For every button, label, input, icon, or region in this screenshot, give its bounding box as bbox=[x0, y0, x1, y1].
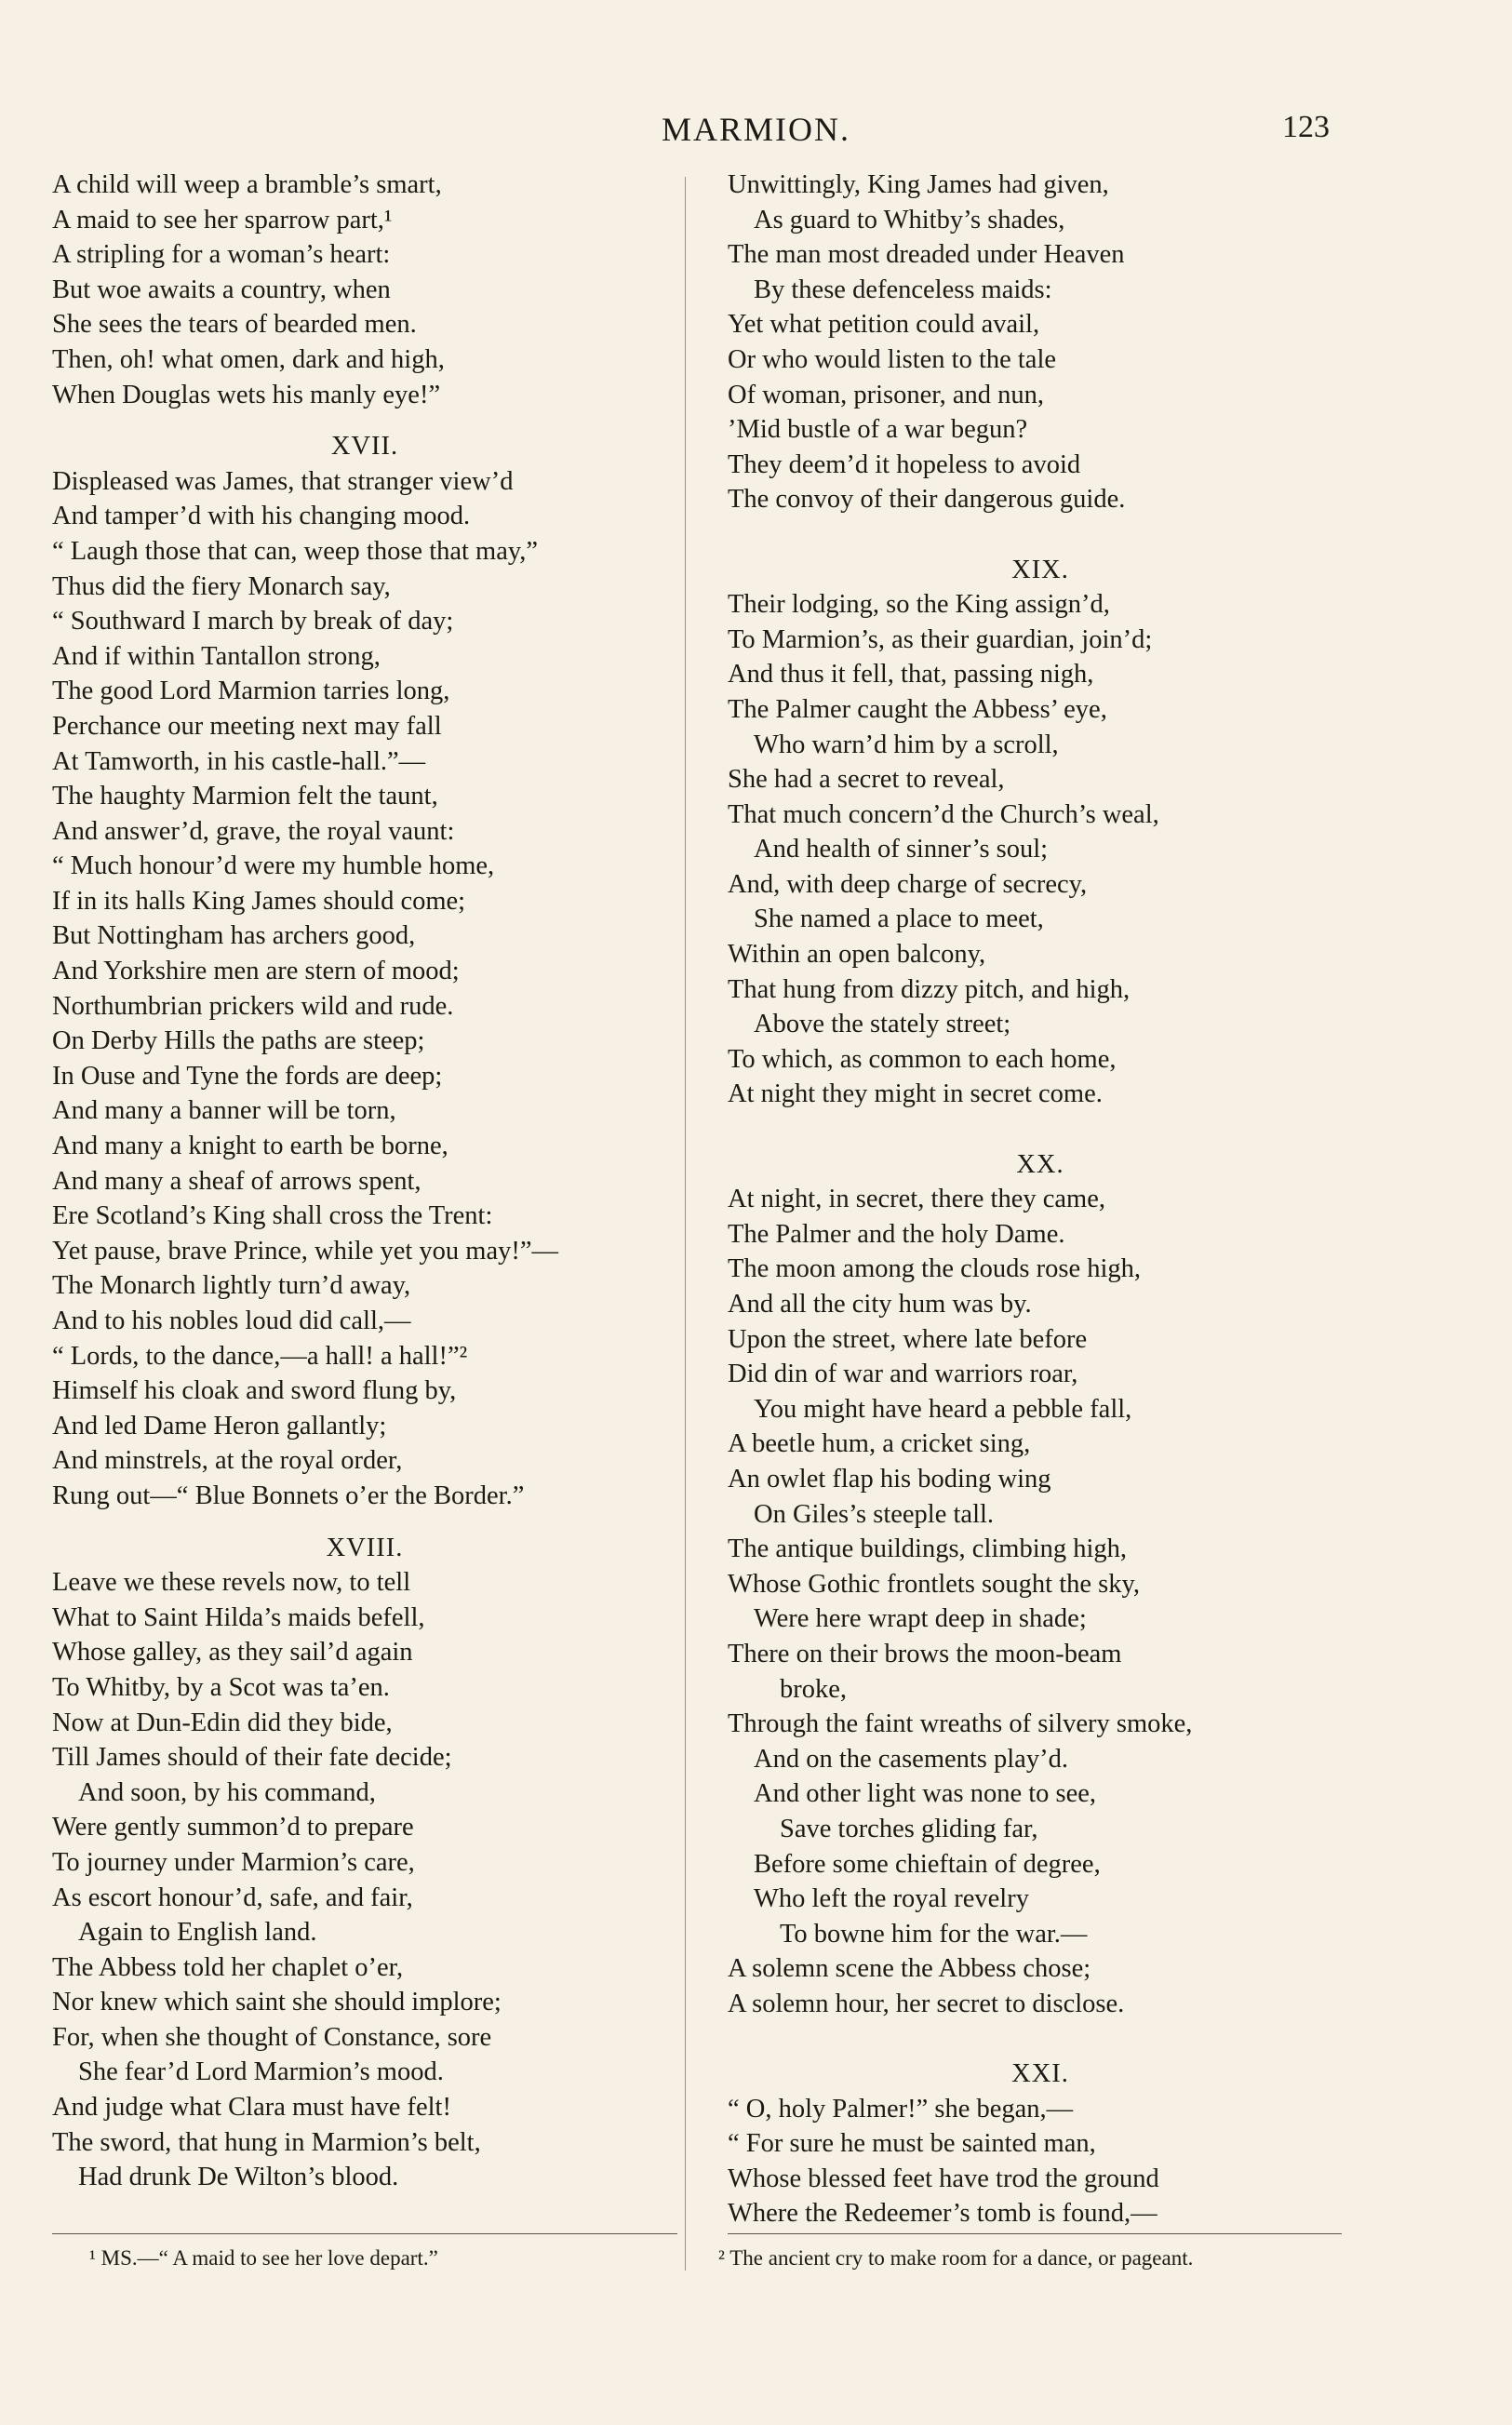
verse-line: If in its halls King James should come; bbox=[52, 886, 466, 916]
verse-line: Were here wrapt deep in shade; bbox=[754, 1604, 1087, 1634]
stanza-gap bbox=[52, 412, 677, 429]
verse-line: A solemn scene the Abbess chose; bbox=[728, 1954, 1091, 1984]
verse-line: And tamper’d with his changing mood. bbox=[52, 502, 471, 531]
stanza-gap bbox=[728, 1112, 1353, 1147]
verse-line: Upon the street, where late before bbox=[728, 1324, 1088, 1354]
verse-line: At Tamworth, in his castle-hall.”— bbox=[52, 746, 426, 776]
verse-line: Thus did the fiery Monarch say, bbox=[52, 571, 391, 601]
verse-line: And answer’d, grave, the royal vaunt: bbox=[52, 816, 455, 846]
verse-line: Who warn’d him by a scroll, bbox=[754, 730, 1059, 759]
footnote-rule-left bbox=[52, 2233, 677, 2234]
verse-line: The man most dreaded under Heaven bbox=[728, 240, 1125, 270]
verse-line: Himself his cloak and sword flung by, bbox=[52, 1376, 457, 1406]
verse-line: Where the Redeemer’s tomb is found,— bbox=[728, 2199, 1157, 2229]
verse-line: And soon, by his command, bbox=[78, 1777, 376, 1807]
verse-line: A maid to see her sparrow part,¹ bbox=[52, 205, 393, 234]
verse-line: But woe awaits a country, when bbox=[52, 275, 391, 304]
verse-line: And on the casements play’d. bbox=[754, 1744, 1068, 1774]
verse-line: Who left the royal revelry bbox=[754, 1884, 1029, 1914]
verse-line: And judge what Clara must have felt! bbox=[52, 2093, 451, 2123]
running-head-title: MARMION. bbox=[661, 111, 850, 148]
verse-line: At night they might in secret come. bbox=[728, 1079, 1103, 1109]
page-number: 123 bbox=[1282, 110, 1330, 144]
verse-line: The Monarch lightly turn’d away, bbox=[52, 1271, 411, 1301]
verse-line: On Giles’s steeple tall. bbox=[754, 1499, 995, 1529]
verse-line: The moon among the clouds rose high, bbox=[728, 1254, 1142, 1284]
verse-line: The antique buildings, climbing high, bbox=[728, 1534, 1128, 1564]
verse-line: A child will weep a bramble’s smart, bbox=[52, 170, 442, 199]
footnote-rule-right bbox=[728, 2233, 1342, 2234]
verse-line: She fear’d Lord Marmion’s mood. bbox=[78, 2057, 444, 2087]
verse-line: Whose galley, as they sail’d again bbox=[52, 1638, 413, 1668]
verse-line: Rung out—“ Blue Bonnets o’er the Border.” bbox=[52, 1480, 525, 1510]
verse-line: And to his nobles loud did call,— bbox=[52, 1306, 411, 1335]
footnote-left: ¹ MS.—“ A maid to see her love depart.” bbox=[89, 2246, 438, 2270]
verse-line: On Derby Hills the paths are steep; bbox=[52, 1026, 425, 1056]
canto-section-heading: XIX. bbox=[1011, 555, 1069, 584]
verse-line: A stripling for a woman’s heart: bbox=[52, 240, 391, 270]
verse-line: A beetle hum, a cricket sing, bbox=[728, 1429, 1031, 1459]
verse-line: Their lodging, so the King assign’d, bbox=[728, 590, 1110, 620]
verse-line: And other light was none to see, bbox=[754, 1779, 1097, 1809]
verse-line: And thus it fell, that, passing nigh, bbox=[728, 660, 1094, 690]
verse-line: The Palmer caught the Abbess’ eye, bbox=[728, 694, 1107, 724]
verse-line: To bowne him for the war.— bbox=[780, 1919, 1088, 1949]
verse-line: “ Southward I march by break of day; bbox=[52, 607, 454, 636]
verse-line: The Abbess told her chaplet o’er, bbox=[52, 1952, 404, 1982]
verse-line: Displeased was James, that stranger view’d bbox=[52, 466, 514, 496]
verse-line: To Whitby, by a Scot was ta’en. bbox=[52, 1672, 390, 1702]
verse-line: Of woman, prisoner, and nun, bbox=[728, 380, 1044, 409]
verse-line: Leave we these revels now, to tell bbox=[52, 1568, 411, 1598]
verse-line: Within an open balcony, bbox=[728, 940, 986, 970]
verse-line: “ Lords, to the dance,—a hall! a hall!”² bbox=[52, 1341, 468, 1371]
verse-line: She named a place to meet, bbox=[754, 904, 1044, 934]
verse-line: Unwittingly, King James had given, bbox=[728, 170, 1109, 199]
canto-section-heading: XVIII. bbox=[326, 1533, 404, 1562]
stanza-gap bbox=[728, 2021, 1353, 2057]
verse-line: That much concern’d the Church’s weal, bbox=[728, 799, 1159, 829]
verse-line: To which, as common to each home, bbox=[728, 1044, 1117, 1074]
verse-line: There on their brows the moon-beam bbox=[728, 1639, 1122, 1668]
canto-section-heading: XXI. bbox=[1011, 2059, 1069, 2089]
verse-line: Had drunk De Wilton’s blood. bbox=[78, 2163, 399, 2192]
verse-line: Northumbrian prickers wild and rude. bbox=[52, 991, 454, 1021]
verse-line: As guard to Whitby’s shades, bbox=[754, 205, 1065, 234]
stanza-gap bbox=[52, 1514, 677, 1531]
left-column bbox=[52, 167, 677, 2195]
stanza-gap bbox=[728, 517, 1353, 553]
verse-line: In Ouse and Tyne the fords are deep; bbox=[52, 1061, 443, 1091]
verse-line: And minstrels, at the royal order, bbox=[52, 1446, 403, 1476]
verse-line: You might have heard a pebble fall, bbox=[754, 1394, 1132, 1424]
verse-line: Again to English land. bbox=[78, 1918, 317, 1948]
verse-line: To journey under Marmion’s care, bbox=[52, 1847, 415, 1877]
verse-line: By these defenceless maids: bbox=[754, 275, 1052, 304]
verse-line: “ O, holy Palmer!” she began,— bbox=[728, 2094, 1074, 2124]
verse-line: And many a banner will be torn, bbox=[52, 1096, 396, 1126]
verse-line: Ere Scotland’s King shall cross the Trent: bbox=[52, 1201, 493, 1231]
verse-line: The haughty Marmion felt the taunt, bbox=[52, 782, 438, 811]
verse-line: The good Lord Marmion tarries long, bbox=[52, 677, 450, 706]
verse-line: She sees the tears of bearded men. bbox=[52, 310, 417, 340]
verse-line: Whose blessed feet have trod the ground bbox=[728, 2164, 1159, 2193]
verse-line: And health of sinner’s soul; bbox=[754, 835, 1049, 864]
verse-line: Then, oh! what omen, dark and high, bbox=[52, 344, 445, 374]
verse-line: And Yorkshire men are stern of mood; bbox=[52, 957, 460, 986]
verse-line: Whose Gothic frontlets sought the sky, bbox=[728, 1569, 1141, 1599]
verse-line: Yet pause, brave Prince, while yet you may!”— bbox=[52, 1236, 559, 1266]
verse-line: They deem’d it hopeless to avoid bbox=[728, 449, 1081, 479]
verse-line: “ Much honour’d were my humble home, bbox=[52, 851, 495, 881]
verse-line: A solemn hour, her secret to disclose. bbox=[728, 1989, 1125, 2018]
verse-line: Perchance our meeting next may fall bbox=[52, 711, 442, 741]
verse-line: As escort honour’d, safe, and fair, bbox=[52, 1882, 413, 1912]
verse-line: And if within Tantallon strong, bbox=[52, 641, 381, 671]
verse-line: But Nottingham has archers good, bbox=[52, 921, 416, 951]
verse-line: What to Saint Hilda’s maids befell, bbox=[52, 1602, 425, 1632]
verse-line: For, when she thought of Constance, sore bbox=[52, 2022, 492, 2052]
footnote-right: ² The ancient cry to make room for a dance, or pageant. bbox=[718, 2246, 1194, 2270]
verse-line: That hung from dizzy pitch, and high, bbox=[728, 974, 1131, 1004]
verse-line: ’Mid bustle of a war begun? bbox=[728, 415, 1028, 445]
verse-line: “ For sure he must be sainted man, bbox=[728, 2129, 1096, 2159]
verse-line: To Marmion’s, as their guardian, join’d; bbox=[728, 624, 1153, 654]
verse-line: The Palmer and the holy Dame. bbox=[728, 1219, 1065, 1249]
right-column bbox=[728, 167, 1353, 2231]
verse-line: And all the city hum was by. bbox=[728, 1290, 1032, 1319]
verse-line: An owlet flap his boding wing bbox=[728, 1464, 1051, 1494]
verse-line: At night, in secret, there they came, bbox=[728, 1185, 1105, 1214]
verse-line: Through the faint wreaths of silvery smoke, bbox=[728, 1709, 1193, 1739]
verse-line: Till James should of their fate decide; bbox=[52, 1743, 452, 1773]
verse-line: And many a knight to earth be borne, bbox=[52, 1132, 448, 1161]
verse-line: broke, bbox=[780, 1674, 848, 1704]
verse-line: The sword, that hung in Marmion’s belt, bbox=[52, 2127, 481, 2157]
verse-line: Nor knew which saint she should implore; bbox=[52, 1988, 502, 2017]
column-divider bbox=[685, 177, 686, 2271]
verse-line: Were gently summon’d to prepare bbox=[52, 1813, 414, 1842]
verse-line: Did din of war and warriors roar, bbox=[728, 1360, 1078, 1389]
verse-line: Now at Dun-Edin did they bide, bbox=[52, 1708, 393, 1737]
verse-line: Or who would listen to the tale bbox=[728, 344, 1057, 374]
verse-line: Above the stately street; bbox=[754, 1010, 1011, 1039]
verse-line: The convoy of their dangerous guide. bbox=[728, 485, 1126, 515]
verse-line: Save torches gliding far, bbox=[780, 1814, 1038, 1843]
verse-line: Yet what petition could avail, bbox=[728, 310, 1040, 340]
verse-line: She had a secret to reveal, bbox=[728, 765, 1005, 795]
canto-section-heading: XVII. bbox=[330, 432, 399, 462]
canto-section-heading: XX. bbox=[1016, 1149, 1064, 1179]
verse-line: Before some chieftain of degree, bbox=[754, 1849, 1101, 1879]
verse-line: When Douglas wets his manly eye!” bbox=[52, 380, 441, 409]
verse-line: “ Laugh those that can, weep those that may,” bbox=[52, 536, 539, 566]
verse-line: And, with deep charge of secrecy, bbox=[728, 869, 1088, 899]
verse-line: And led Dame Heron gallantly; bbox=[52, 1411, 387, 1440]
verse-line: And many a sheaf of arrows spent, bbox=[52, 1166, 421, 1196]
